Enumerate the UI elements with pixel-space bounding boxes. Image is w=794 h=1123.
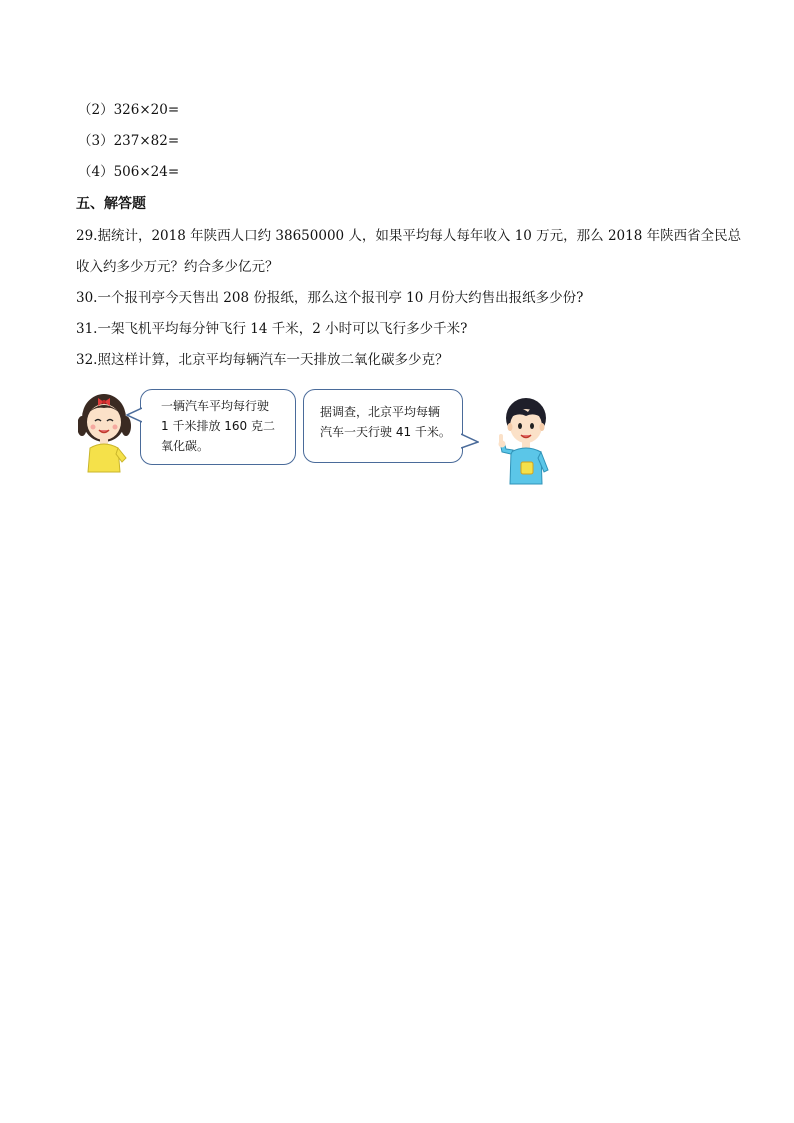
section-title: 五、解答题 [76,196,146,212]
girl-speech-bubble [140,389,296,465]
question-31: 31.一架飞机平均每分钟飞行 14 千米，2 小时可以飞行多少千米? [76,321,468,337]
exercise-3: （3）237×82= [78,133,180,149]
girl-bubble-tail [126,406,142,424]
question-32: 32.照这样计算，北京平均每辆汽车一天排放二氧化碳多少克？ [76,352,449,368]
girl-bubble-line-3: 氧化碳。 [161,439,210,453]
girl-illustration [78,386,134,474]
boy-bubble-line-1: 据调查，北京平均每辆 [320,405,441,419]
boy-illustration [494,392,552,486]
boy-bubble-line-2: 汽车一天行驶 41 千米。 [320,425,451,439]
exercise-4: （4）506×24= [78,164,180,180]
question-29-line-1: 29.据统计，2018 年陕西人口约 38650000 人，如果平均每人每年收入 10 万元，那么 2018 年陕西省全民总 [76,228,742,244]
question-30: 30.一个报刊亭今天售出 208 份报纸，那么这个报刊亭 10 月份大约售出报纸多少份? [76,290,584,306]
girl-bubble-line-1: 一辆汽车平均每行驶 [161,399,270,413]
boy-speech-bubble [303,389,463,463]
girl-bubble-line-2: 1 千米排放 160 克二 [161,419,275,433]
exercise-2: （2）326×20= [78,102,180,118]
question-29-line-2: 收入约多少万元？约合多少亿元？ [76,259,279,275]
boy-bubble-tail [461,432,479,450]
